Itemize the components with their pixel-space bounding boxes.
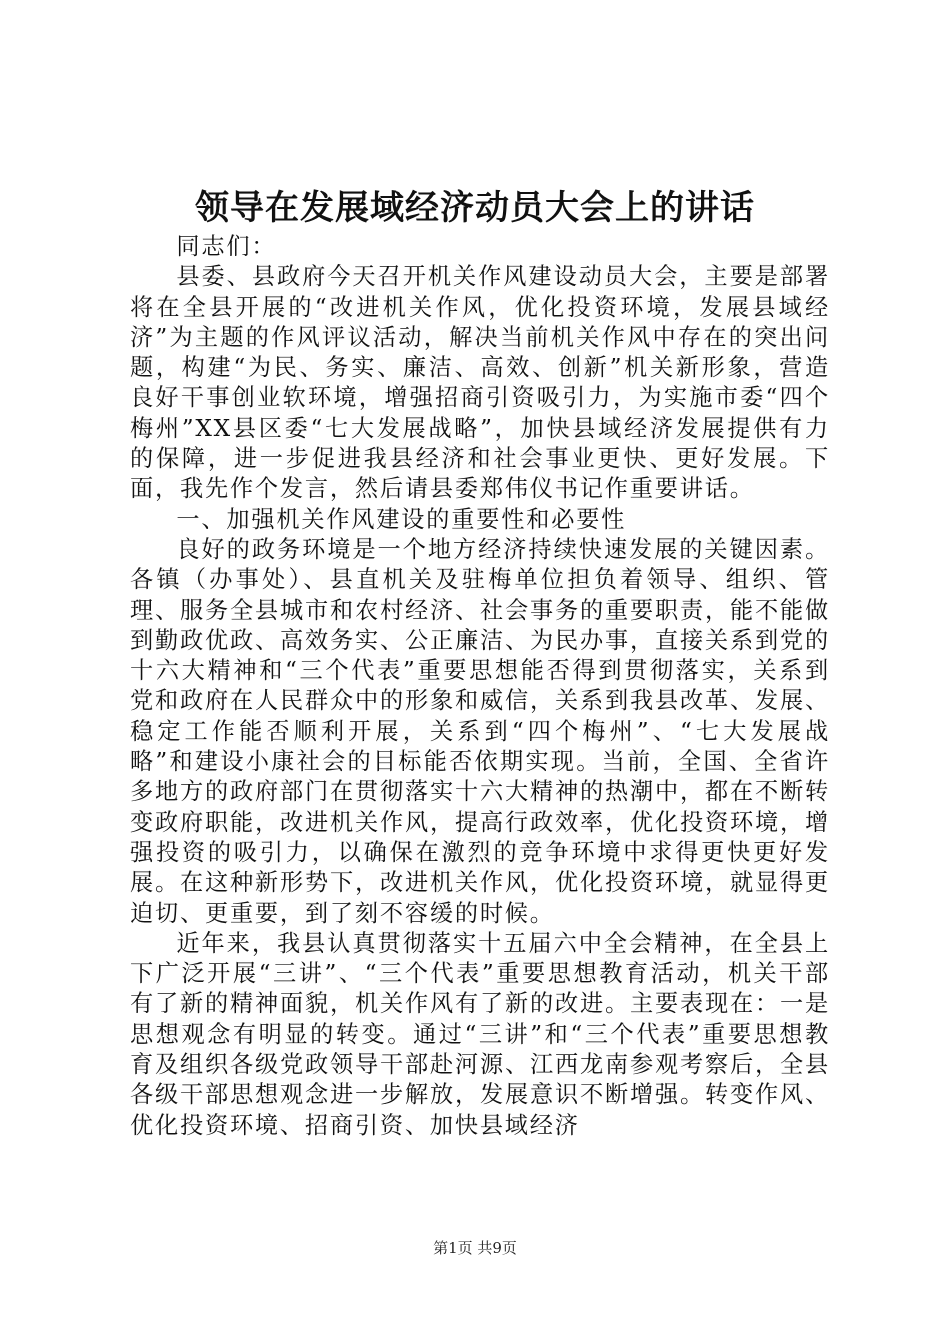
- document-body: [130, 232, 830, 1141]
- paragraph-importance: 良好的政务环境是一个地方经济持续快速发展的关键因素。各镇（办事处）、县直机关及驻梅单位担负着领导、组织、管理、服务全县城市和农村经济、社会事务的重要职责，能不能做到勤政优政、高效务实、公正廉洁、为民办事，直接关系到党的十六大精神和“三个代表”重要思想能否得到贯彻落实，关系到党和政府在人民群众中的形象和威信，关系到我县改革、发展、稳定工作能否顺利开展，关系到“四个梅州”、“七大发展战略”和建设小康社会的目标能否依期实现。当前，全国、全省许多地方的政府部门在贯彻落实十六大精神的热潮中，都在不断转变政府职能，改进机关作风，提高行政效率，优化投资环境，增强投资的吸引力，以确保在激烈的竞争环境中求得更快更好发展。在这种新形势下，改进机关作风，优化投资环境，就显得更迫切、更重要，到了刻不容缓的时候。: [130, 535, 830, 927]
- salutation: 同志们：: [176, 233, 277, 260]
- section-heading: 一、加强机关作风建设的重要性和必要性: [176, 505, 627, 533]
- paragraph-intro: 县委、县政府今天召开机关作风建设动员大会，主要是部署将在全县开展的“改进机关作风，优化投资环境，发展县域经济”为主题的作风评议活动，解决当前机关作风中存在的突出问题，构建“为民、务实、廉洁、高效、创新”机关新形象，营造良好干事创业软环境，增强招商引资吸引力，为实施市委“四个梅州”XX县区委“七大发展战略”，加快县域经济发展提供有力的保障，进一步促进我县经济和社会事业更快、更好发展。下面，我先作个发言，然后请县委郑伟仪书记作重要讲话。: [130, 263, 830, 503]
- page-title: 领导在发展域经济动员大会上的讲话: [195, 188, 755, 228]
- page-footer: 第1页 共9页: [433, 1239, 517, 1257]
- paragraph-recent-years: 近年来，我县认真贯彻落实十五届六中全会精神，在全县上下广泛开展“三讲”、“三个代表”重要思想教育活动，机关干部有了新的精神面貌，机关作风有了新的改进。主要表现在：一是思想观念有明显的转变。通过“三讲”和“三个代表”重要思想教育及组织各级党政领导干部赴河源、江西龙南参观考察后，全县各级干部思想观念进一步解放，发展意识不断增强。转变作风、优化投资环境、招商引资、加快县域经济: [130, 929, 830, 1139]
